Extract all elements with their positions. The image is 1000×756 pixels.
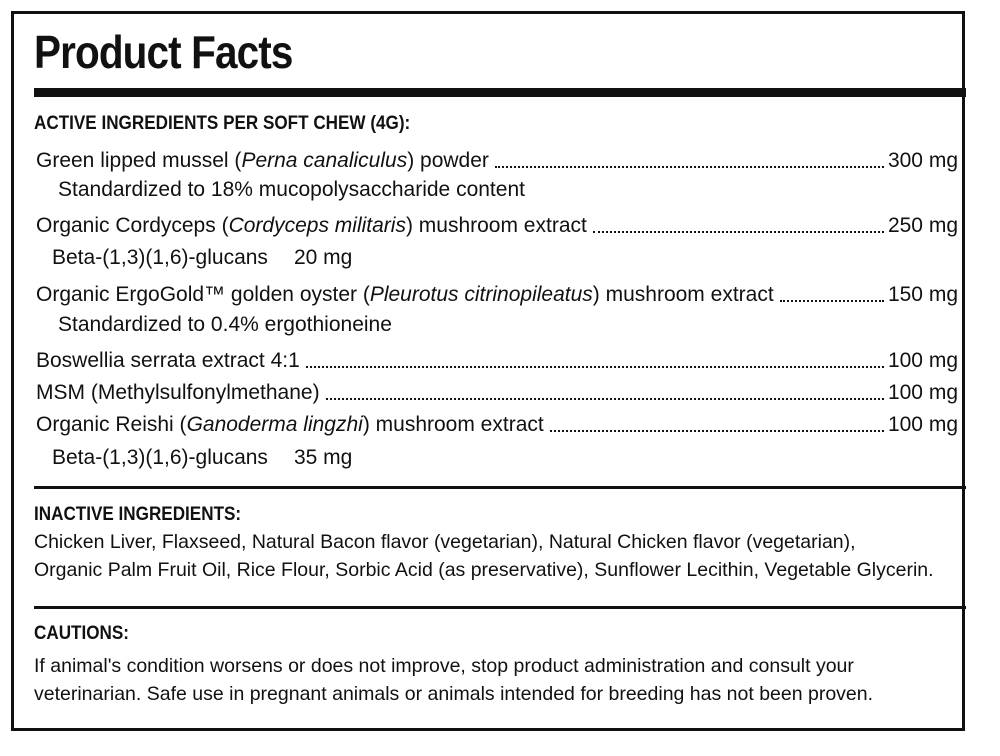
ingredient-name: Organic Cordyceps (Cordyceps militaris) mushroom extract [36,214,587,237]
ingredient-row [36,344,958,374]
inactive-line: Chicken Liver, Flaxseed, Natural Bacon flavor (vegetarian), Natural Chicken flavor (vegetarian), [34,531,856,553]
ingredient-sub-row [58,177,525,203]
ingredient-row [36,278,958,308]
page-title: Product Facts [34,26,293,78]
inactive-ingredients-text [34,528,964,584]
sub-label: Standardized to 0.4% ergothioneine [58,313,392,336]
ingredient-amount: 300 mg [887,149,958,172]
dot-leader [780,300,884,302]
ingredient-name: Organic ErgoGold™ golden oyster (Pleurotus citrinopileatus) mushroom extract [36,283,774,306]
dot-leader [593,231,884,233]
sub-amount: 20 mg [293,246,353,269]
ingredient-amount: 150 mg [887,283,958,306]
ingredient-name: Green lipped mussel (Perna canaliculus) powder [36,149,489,172]
dot-leader [326,398,884,400]
ingredient-row [36,144,958,174]
inactive-ingredients-heading: INACTIVE INGREDIENTS: [34,504,242,525]
sub-amount: 35 mg [293,446,353,469]
ingredient-sub-row [58,312,392,338]
ingredient-amount: 100 mg [887,349,958,372]
product-facts-panel [11,11,965,731]
cautions-line: veterinarian. Safe use in pregnant animals or animals intended for breeding has not been proven. [34,683,874,705]
sub-label: Standardized to 18% mucopolysaccharide content [58,178,525,201]
dot-leader [550,430,884,432]
ingredient-sub-row [52,445,352,471]
dot-leader [495,166,884,168]
ingredient-amount: 250 mg [887,214,958,237]
cautions-heading: CAUTIONS: [34,623,130,644]
sub-label: Beta-(1,3)(1,6)-glucans [52,446,268,469]
ingredient-amount: 100 mg [887,381,958,404]
cautions-text [34,652,964,708]
section-divider [34,486,966,489]
ingredient-sub-row [52,245,352,271]
ingredient-name: Boswellia serrata extract 4:1 [36,349,300,372]
section-divider [34,606,966,609]
sub-label: Beta-(1,3)(1,6)-glucans [52,246,268,269]
ingredient-name: MSM (Methylsulfonylmethane) [36,381,320,404]
dot-leader [306,366,884,368]
ingredient-row [36,209,958,239]
cautions-line: If animal's condition worsens or does not improve, stop product administration and consult your [34,655,854,677]
ingredient-amount: 100 mg [887,413,958,436]
active-ingredients-heading: ACTIVE INGREDIENTS PER SOFT CHEW (4G): [34,113,411,134]
ingredient-row [36,376,958,406]
inactive-line: Organic Palm Fruit Oil, Rice Flour, Sorbic Acid (as preservative), Sunflower Lecithin, Vegetable Glycerin. [34,559,934,581]
title-divider [34,88,966,97]
ingredient-row [36,408,958,438]
ingredient-name: Organic Reishi (Ganoderma lingzhi) mushroom extract [36,413,544,436]
